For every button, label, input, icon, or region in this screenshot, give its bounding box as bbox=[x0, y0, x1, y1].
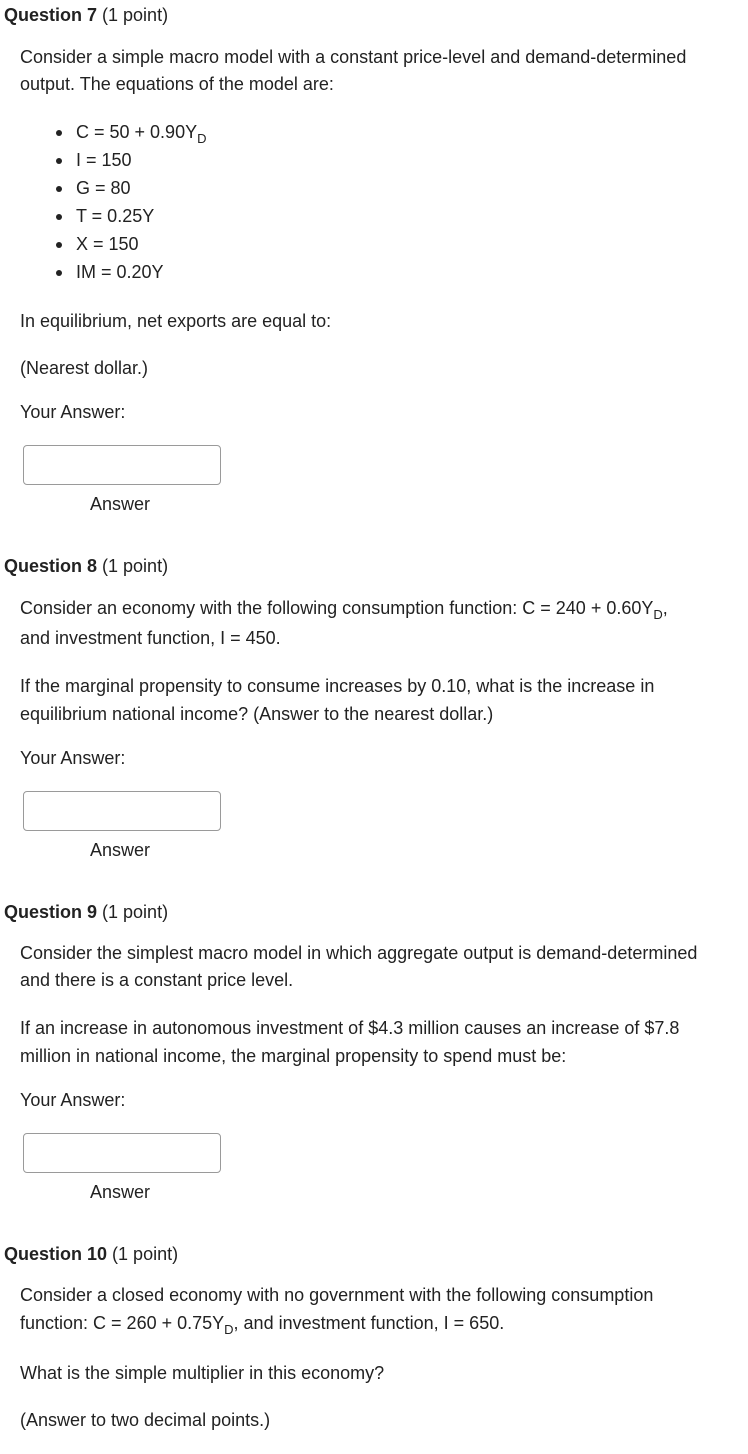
question-10-line-1: Consider a closed economy with no government with the following consumption bbox=[20, 1285, 654, 1305]
question-10-line-2: function: $C = 260 + 0.75Y_D$, and investment function, I = 650. bbox=[20, 1313, 505, 1337]
equation-investment: I = 150 bbox=[56, 146, 206, 174]
question-7-answer-label: Answer bbox=[90, 494, 151, 514]
question-8-prompt-line-2: equilibrium national income? (Answer to the nearest dollar.) bbox=[20, 704, 494, 724]
question-8-header bbox=[4, 556, 168, 577]
equation-imports: IM = 0.20Y bbox=[56, 258, 206, 286]
question-9-prompt-line-2: million in national income, the marginal propensity to spend must be: bbox=[20, 1046, 567, 1066]
question-9-your-answer-label: Your Answer: bbox=[20, 1090, 126, 1110]
equation-exports: X = 150 bbox=[56, 230, 206, 258]
question-7-header bbox=[4, 5, 168, 26]
question-9-title: Question 9 bbox=[4, 902, 98, 922]
equation-consumption: $C = 50 + 0.90Y_D$ bbox=[56, 118, 206, 146]
question-8-prompt-line-1: If the marginal propensity to consume increases by 0.10, what is the increase in bbox=[20, 676, 655, 696]
question-7-prompt: In equilibrium, net exports are equal to: bbox=[20, 311, 332, 331]
question-9-answer-input[interactable] bbox=[23, 1133, 221, 1173]
question-7-answer-input[interactable] bbox=[23, 445, 221, 485]
question-9-line-2: and there is a constant price level. bbox=[20, 970, 294, 990]
question-7-intro-line-1: Consider a simple macro model with a constant price-level and demand-determined bbox=[20, 47, 687, 67]
question-10-title: Question 10 bbox=[4, 1244, 108, 1264]
question-8-points: (1 point) bbox=[102, 556, 169, 576]
question-10-note: (Answer to two decimal points.) bbox=[20, 1410, 271, 1430]
question-9-points: (1 point) bbox=[102, 902, 169, 922]
question-7-note: (Nearest dollar.) bbox=[20, 358, 149, 378]
question-8-title: Question 8 bbox=[4, 556, 98, 576]
question-8-line-2: and investment function, I = 450. bbox=[20, 628, 281, 648]
question-10-header bbox=[4, 1244, 178, 1265]
question-10-prompt: What is the simple multiplier in this economy? bbox=[20, 1363, 385, 1383]
question-8-answer-input[interactable] bbox=[23, 791, 221, 831]
question-10-points: (1 point) bbox=[112, 1244, 179, 1264]
question-9-header bbox=[4, 902, 168, 923]
question-7-equation-list bbox=[56, 118, 206, 286]
question-8-your-answer-label: Your Answer: bbox=[20, 748, 126, 768]
question-9-answer-label: Answer bbox=[90, 1182, 151, 1202]
question-7-your-answer-label: Your Answer: bbox=[20, 402, 126, 422]
question-9-line-1: Consider the simplest macro model in which aggregate output is demand-determined bbox=[20, 943, 698, 963]
question-8-line-1: Consider an economy with the following consumption function: $C = 240 + 0.60Y_D$, bbox=[20, 598, 668, 622]
question-7-title: Question 7 bbox=[4, 5, 98, 25]
equation-taxes: T = 0.25Y bbox=[56, 202, 206, 230]
question-9-prompt-line-1: If an increase in autonomous investment of $4.3 million causes an increase of $7.8 bbox=[20, 1018, 680, 1038]
question-7-points: (1 point) bbox=[102, 5, 169, 25]
question-8-answer-label: Answer bbox=[90, 840, 151, 860]
equation-government: G = 80 bbox=[56, 174, 206, 202]
question-7-intro-line-2: output. The equations of the model are: bbox=[20, 74, 334, 94]
